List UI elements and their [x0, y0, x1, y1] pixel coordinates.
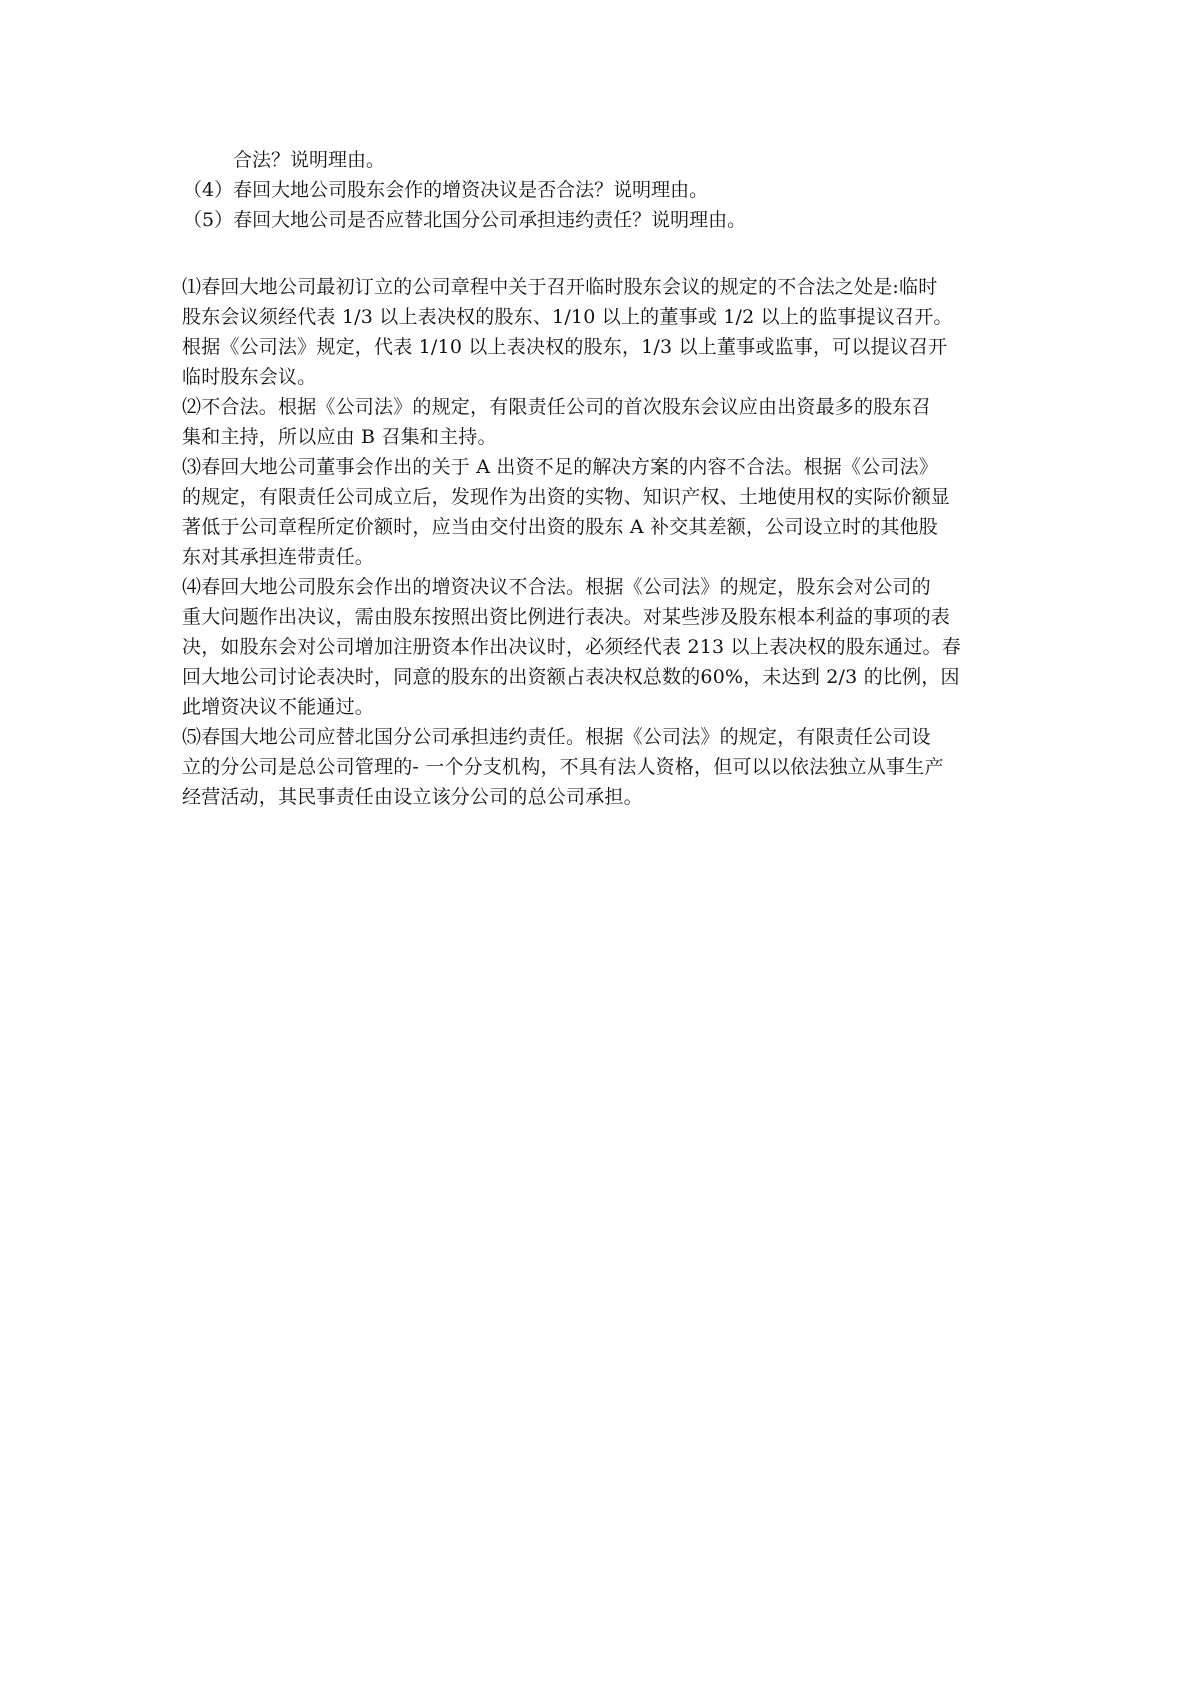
answer-line: 此增资决议不能通过。: [182, 696, 375, 718]
answer-line: 经营活动，其民事责任由设立该分公司的总公司承担。: [182, 786, 643, 808]
answer-line: 著低于公司章程所定价额时，应当由交付出资的股东 A 补交其差额，公司设立时的其他股: [182, 516, 939, 538]
answer-line: 根据《公司法》规定，代表 1/10 以上表决权的股东，1/3 以上董事或监事，可以提议召开: [182, 336, 948, 358]
question-list: [183, 145, 1043, 235]
answer-line: 决，如股东会对公司增加注册资本作出决议时，必须经代表 213 以上表决权的股东通过。春: [182, 636, 961, 658]
answer-2: [182, 392, 1018, 452]
answer-line: 集和主持，所以应由 B 召集和主持。: [182, 426, 497, 448]
question-4: （4）春回大地公司股东会作的增资决议是否合法？说明理由。: [183, 179, 709, 201]
answer-line: 重大问题作出决议，需由股东按照出资比例进行表决。对某些涉及股东根本利益的事项的表: [182, 606, 951, 628]
answer-line: 东对其承担连带责任。: [182, 546, 375, 568]
answer-line: ⑸春国大地公司应替北国分公司承担违约责任。根据《公司法》的规定，有限责任公司设: [182, 726, 931, 748]
question-5: （5）春回大地公司是否应替北国分公司承担违约责任？说明理由。: [183, 209, 747, 231]
answer-line: ⑵不合法。根据《公司法》的规定，有限责任公司的首次股东会议应由出资最多的股东召: [182, 396, 931, 418]
answer-3: [182, 452, 1018, 572]
answer-line: 回大地公司讨论表决时，同意的股东的出资额占表决权总数的60%，未达到 2/3 的比例，因: [182, 666, 960, 688]
answer-4: [182, 572, 1018, 722]
answer-line: 立的分公司是总公司管理的- 一个分支机构，不具有法人资格，但可以以依法独立从事生产: [182, 756, 944, 778]
answer-line: 临时股东会议。: [182, 366, 317, 388]
answer-line: ⑴春回大地公司最初订立的公司章程中关于召开临时股东会议的规定的不合法之处是:临时: [182, 276, 938, 298]
answer-1: [182, 272, 1018, 392]
answer-line: ⑷春回大地公司股东会作出的增资决议不合法。根据《公司法》的规定，股东会对公司的: [182, 576, 931, 598]
answer-list: [182, 272, 1018, 812]
answer-line: 的规定，有限责任公司成立后，发现作为出资的实物、知识产权、土地使用权的实际价额显: [182, 486, 951, 508]
answer-line: 股东会议须经代表 1/3 以上表决权的股东、1/10 以上的董事或 1/2 以上的监事提议召开。: [182, 306, 953, 328]
answer-line: ⑶春回大地公司董事会作出的关于 A 出资不足的解决方案的内容不合法。根据《公司法》: [182, 456, 939, 478]
answer-5: [182, 722, 1018, 812]
question-3-continuation: 合法？说明理由。: [233, 149, 386, 171]
